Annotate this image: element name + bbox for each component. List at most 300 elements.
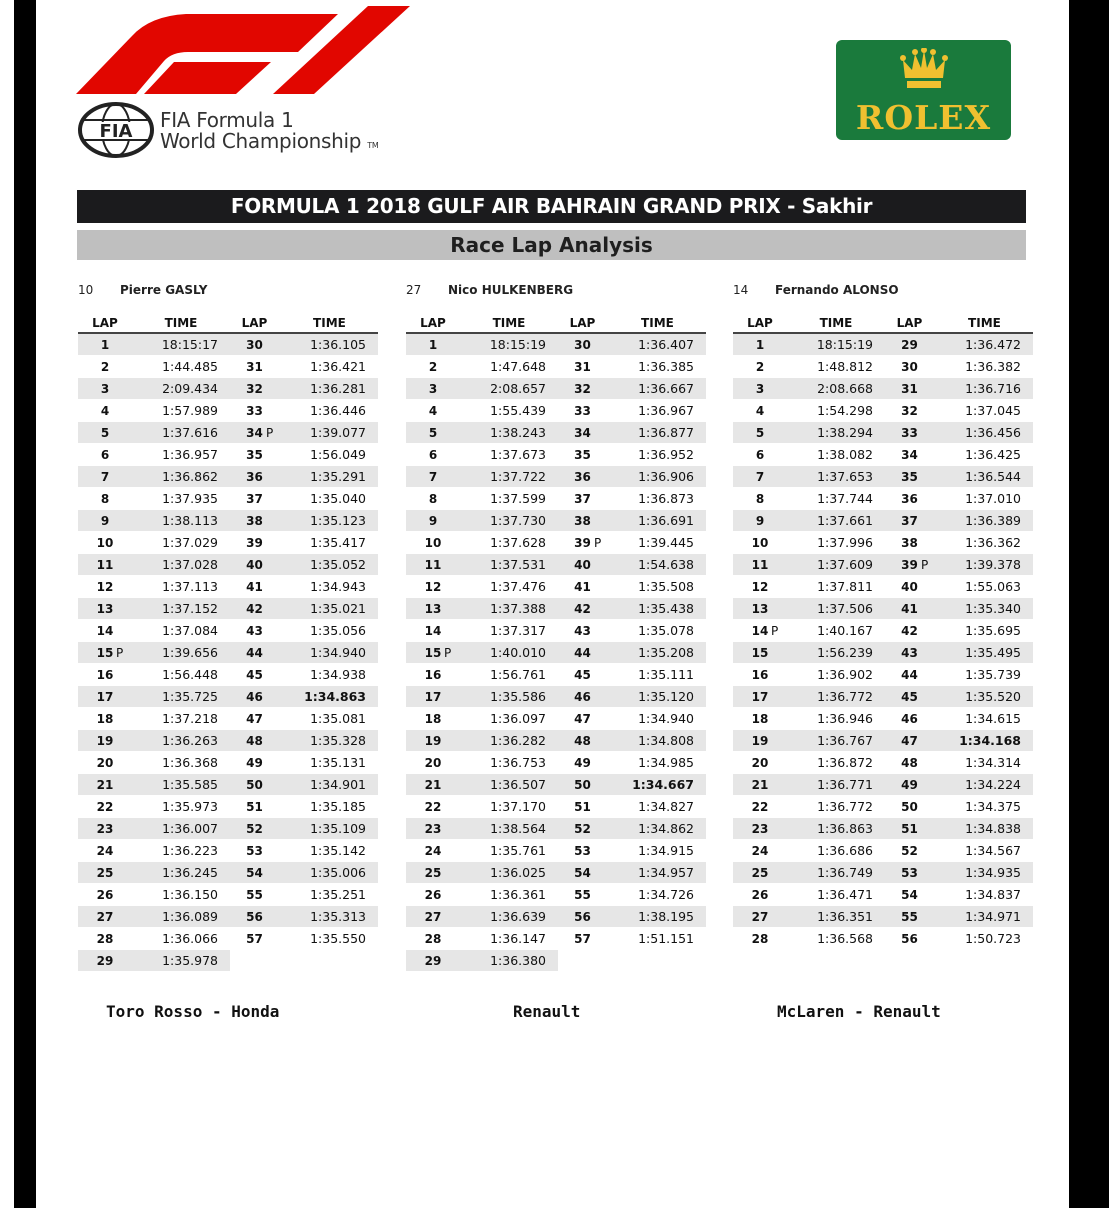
lap-number: 11 bbox=[733, 554, 787, 576]
rolex-wordmark: ROLEX bbox=[855, 98, 992, 137]
table-row bbox=[78, 532, 230, 554]
lap-table bbox=[228, 313, 378, 950]
lap-number: 51 bbox=[228, 796, 281, 818]
lap-number: 13 bbox=[406, 598, 460, 620]
lap-number: 25 bbox=[733, 862, 787, 884]
lap-time: 1:36.362 bbox=[936, 532, 1033, 554]
lap-number: 23 bbox=[733, 818, 787, 840]
lap-number: 7 bbox=[406, 466, 460, 488]
table-row bbox=[556, 730, 706, 752]
lap-number: 20 bbox=[406, 752, 460, 774]
lap-number: 26 bbox=[406, 884, 460, 906]
lap-time: 1:34.940 bbox=[281, 642, 378, 664]
lap-table bbox=[78, 313, 230, 972]
report-subtitle: Race Lap Analysis bbox=[77, 230, 1026, 260]
lap-number: 15 P bbox=[406, 642, 460, 664]
lap-time: 1:36.667 bbox=[609, 378, 706, 400]
lap-time: 1:34.935 bbox=[936, 862, 1033, 884]
lap-number: 5 bbox=[406, 422, 460, 444]
lap-number: 3 bbox=[406, 378, 460, 400]
lap-time: 1:38.564 bbox=[460, 818, 558, 840]
lap-time: 2:08.668 bbox=[787, 378, 885, 400]
table-row bbox=[228, 686, 378, 708]
lap-time: 1:35.185 bbox=[281, 796, 378, 818]
lap-time: 1:50.723 bbox=[936, 928, 1033, 950]
table-row bbox=[733, 840, 885, 862]
lap-number: 45 bbox=[883, 686, 936, 708]
lap-number: 45 bbox=[228, 664, 281, 686]
table-row bbox=[733, 444, 885, 466]
lap-number: 28 bbox=[406, 928, 460, 950]
lap-time: 1:36.772 bbox=[787, 796, 885, 818]
table-row bbox=[733, 598, 885, 620]
table-row bbox=[406, 334, 558, 356]
lap-time: 1:55.439 bbox=[460, 400, 558, 422]
table-row bbox=[228, 928, 378, 950]
lap-time: 1:56.049 bbox=[281, 444, 378, 466]
lap-time: 1:34.938 bbox=[281, 664, 378, 686]
lap-time: 1:37.388 bbox=[460, 598, 558, 620]
table-row bbox=[78, 400, 230, 422]
lap-time: 1:34.567 bbox=[936, 840, 1033, 862]
time-column-header: TIME bbox=[787, 313, 885, 334]
table-row bbox=[556, 862, 706, 884]
lap-time: 1:36.877 bbox=[609, 422, 706, 444]
table-row bbox=[883, 444, 1033, 466]
lap-time: 1:36.025 bbox=[460, 862, 558, 884]
lap-number: 6 bbox=[733, 444, 787, 466]
lap-number: 29 bbox=[883, 334, 936, 356]
table-row bbox=[78, 752, 230, 774]
table-row bbox=[78, 488, 230, 510]
lap-time: 1:35.495 bbox=[936, 642, 1033, 664]
lap-time: 1:38.195 bbox=[609, 906, 706, 928]
rolex-logo bbox=[836, 40, 1011, 140]
lap-time: 1:35.081 bbox=[281, 708, 378, 730]
table-row bbox=[556, 774, 706, 796]
table-row bbox=[78, 598, 230, 620]
lap-number: 57 bbox=[556, 928, 609, 950]
lap-number: 9 bbox=[78, 510, 132, 532]
lap-time: 1:35.340 bbox=[936, 598, 1033, 620]
lap-number: 27 bbox=[733, 906, 787, 928]
table-row bbox=[78, 950, 230, 972]
lap-time: 1:39.656 bbox=[132, 642, 230, 664]
table-row bbox=[733, 532, 885, 554]
table-row bbox=[883, 796, 1033, 818]
lap-time: 1:36.568 bbox=[787, 928, 885, 950]
table-row bbox=[406, 796, 558, 818]
lap-number: 32 bbox=[556, 378, 609, 400]
table-row bbox=[406, 730, 558, 752]
table-row bbox=[228, 378, 378, 400]
lap-time: 1:35.056 bbox=[281, 620, 378, 642]
lap-time: 1:36.639 bbox=[460, 906, 558, 928]
table-row bbox=[556, 400, 706, 422]
pit-stop-marker: P bbox=[594, 535, 602, 550]
table-row bbox=[406, 620, 558, 642]
lap-time: 1:35.739 bbox=[936, 664, 1033, 686]
car-number: 27 bbox=[406, 283, 422, 297]
lap-number: 37 bbox=[556, 488, 609, 510]
document-page bbox=[36, 0, 1069, 1208]
lap-number: 16 bbox=[733, 664, 787, 686]
lap-time: 1:54.298 bbox=[787, 400, 885, 422]
lap-time: 1:34.375 bbox=[936, 796, 1033, 818]
table-row bbox=[883, 466, 1033, 488]
table-row bbox=[733, 928, 885, 950]
lap-number: 8 bbox=[406, 488, 460, 510]
table-row bbox=[883, 752, 1033, 774]
lap-time: 1:35.328 bbox=[281, 730, 378, 752]
table-row bbox=[556, 510, 706, 532]
lap-number: 12 bbox=[78, 576, 132, 598]
table-row bbox=[228, 796, 378, 818]
lap-number: 19 bbox=[406, 730, 460, 752]
table-row bbox=[406, 862, 558, 884]
table-row bbox=[228, 642, 378, 664]
lap-time: 1:35.520 bbox=[936, 686, 1033, 708]
lap-number: 11 bbox=[78, 554, 132, 576]
lap-number: 17 bbox=[78, 686, 132, 708]
lap-number: 27 bbox=[78, 906, 132, 928]
lap-number: 42 bbox=[556, 598, 609, 620]
table-row bbox=[228, 510, 378, 532]
table-row bbox=[556, 378, 706, 400]
lap-number: 43 bbox=[883, 642, 936, 664]
fia-globe-icon bbox=[78, 102, 154, 158]
lap-number: 13 bbox=[78, 598, 132, 620]
lap-time: 1:36.407 bbox=[609, 334, 706, 356]
lap-number: 52 bbox=[228, 818, 281, 840]
lap-number: 19 bbox=[78, 730, 132, 752]
table-row bbox=[883, 510, 1033, 532]
lap-number: 36 bbox=[883, 488, 936, 510]
lap-number: 47 bbox=[556, 708, 609, 730]
lap-number: 37 bbox=[228, 488, 281, 510]
lap-time: 1:36.967 bbox=[609, 400, 706, 422]
lap-number: 55 bbox=[228, 884, 281, 906]
lap-number: 16 bbox=[78, 664, 132, 686]
lap-time: 1:36.282 bbox=[460, 730, 558, 752]
table-row bbox=[406, 554, 558, 576]
lap-time: 1:35.111 bbox=[609, 664, 706, 686]
table-row bbox=[228, 554, 378, 576]
lap-number: 4 bbox=[733, 400, 787, 422]
lap-time: 1:39.077 bbox=[281, 422, 378, 444]
lap-time: 1:35.052 bbox=[281, 554, 378, 576]
table-row bbox=[883, 774, 1033, 796]
lap-time: 1:36.456 bbox=[936, 422, 1033, 444]
lap-number: 44 bbox=[228, 642, 281, 664]
lap-number: 25 bbox=[406, 862, 460, 884]
table-row bbox=[78, 884, 230, 906]
lap-number: 31 bbox=[883, 378, 936, 400]
table-row bbox=[406, 774, 558, 796]
lap-time: 1:35.120 bbox=[609, 686, 706, 708]
lap-time: 1:38.082 bbox=[787, 444, 885, 466]
table-row bbox=[883, 356, 1033, 378]
lap-number: 2 bbox=[733, 356, 787, 378]
lap-number: 3 bbox=[78, 378, 132, 400]
lap-time: 1:36.389 bbox=[936, 510, 1033, 532]
lap-number: 25 bbox=[78, 862, 132, 884]
lap-time: 1:35.586 bbox=[460, 686, 558, 708]
lap-time: 1:34.224 bbox=[936, 774, 1033, 796]
lap-number: 42 bbox=[228, 598, 281, 620]
lap-number: 22 bbox=[733, 796, 787, 818]
pit-stop-marker: P bbox=[921, 557, 929, 572]
lap-time: 1:35.725 bbox=[132, 686, 230, 708]
table-row bbox=[78, 928, 230, 950]
table-row bbox=[228, 488, 378, 510]
lap-time: 1:36.066 bbox=[132, 928, 230, 950]
lap-number: 39 P bbox=[556, 532, 609, 554]
table-row bbox=[228, 664, 378, 686]
lap-time: 1:37.661 bbox=[787, 510, 885, 532]
lap-number: 1 bbox=[406, 334, 460, 356]
table-row bbox=[228, 422, 378, 444]
table-row bbox=[883, 334, 1033, 356]
lap-time: 1:36.382 bbox=[936, 356, 1033, 378]
page-edge bbox=[0, 0, 14, 1208]
table-row bbox=[406, 642, 558, 664]
table-row bbox=[556, 884, 706, 906]
lap-column-header: LAP bbox=[228, 313, 281, 334]
lap-time: 1:38.294 bbox=[787, 422, 885, 444]
lap-time: 1:37.628 bbox=[460, 532, 558, 554]
lap-time: 1:36.906 bbox=[609, 466, 706, 488]
lap-number: 56 bbox=[228, 906, 281, 928]
lap-time: 1:37.722 bbox=[460, 466, 558, 488]
lap-number: 18 bbox=[78, 708, 132, 730]
lap-number: 24 bbox=[733, 840, 787, 862]
lap-time: 1:34.808 bbox=[609, 730, 706, 752]
lap-number: 31 bbox=[556, 356, 609, 378]
lap-number: 11 bbox=[406, 554, 460, 576]
lap-time: 1:35.291 bbox=[281, 466, 378, 488]
fia-badge-text: FIA bbox=[99, 121, 133, 142]
lap-number: 10 bbox=[406, 532, 460, 554]
lap-number: 20 bbox=[78, 752, 132, 774]
lap-time: 1:35.040 bbox=[281, 488, 378, 510]
lap-number: 26 bbox=[733, 884, 787, 906]
table-row bbox=[883, 378, 1033, 400]
table-row bbox=[228, 532, 378, 554]
lap-number: 5 bbox=[733, 422, 787, 444]
f1-logo bbox=[76, 6, 411, 96]
lap-time: 1:36.872 bbox=[787, 752, 885, 774]
lap-number: 6 bbox=[406, 444, 460, 466]
pit-stop-marker: P bbox=[444, 645, 452, 660]
lap-table bbox=[733, 313, 885, 950]
lap-time: 1:37.811 bbox=[787, 576, 885, 598]
lap-time: 1:37.476 bbox=[460, 576, 558, 598]
lap-time: 1:40.167 bbox=[787, 620, 885, 642]
lap-time: 1:36.351 bbox=[787, 906, 885, 928]
lap-time: 18:15:19 bbox=[460, 334, 558, 356]
table-row bbox=[406, 664, 558, 686]
table-row bbox=[78, 642, 230, 664]
driver-name: Pierre GASLY bbox=[120, 283, 208, 297]
lap-column-header: LAP bbox=[78, 313, 132, 334]
table-row bbox=[406, 708, 558, 730]
lap-time: 1:39.378 bbox=[936, 554, 1033, 576]
lap-time: 1:36.385 bbox=[609, 356, 706, 378]
lap-number: 43 bbox=[228, 620, 281, 642]
lap-number: 38 bbox=[228, 510, 281, 532]
lap-number: 29 bbox=[78, 950, 132, 972]
fia-title bbox=[160, 110, 378, 156]
lap-time: 1:35.978 bbox=[132, 950, 230, 972]
lap-number: 45 bbox=[556, 664, 609, 686]
table-row bbox=[228, 708, 378, 730]
lap-time: 1:36.507 bbox=[460, 774, 558, 796]
lap-time: 1:37.028 bbox=[132, 554, 230, 576]
lap-time: 1:37.730 bbox=[460, 510, 558, 532]
lap-number: 17 bbox=[406, 686, 460, 708]
lap-time: 1:37.084 bbox=[132, 620, 230, 642]
lap-time: 1:36.902 bbox=[787, 664, 885, 686]
table-row bbox=[406, 598, 558, 620]
lap-time: 1:37.506 bbox=[787, 598, 885, 620]
lap-number: 33 bbox=[228, 400, 281, 422]
lap-number: 41 bbox=[228, 576, 281, 598]
lap-number: 54 bbox=[556, 862, 609, 884]
lap-time: 1:35.078 bbox=[609, 620, 706, 642]
table-row bbox=[228, 576, 378, 598]
lap-time: 1:38.243 bbox=[460, 422, 558, 444]
lap-number: 16 bbox=[406, 664, 460, 686]
table-row bbox=[228, 752, 378, 774]
lap-time: 1:36.446 bbox=[281, 400, 378, 422]
table-row bbox=[228, 620, 378, 642]
lap-time: 1:37.045 bbox=[936, 400, 1033, 422]
table-row bbox=[78, 554, 230, 576]
lap-time: 1:36.223 bbox=[132, 840, 230, 862]
table-row bbox=[228, 906, 378, 928]
lap-time: 1:36.873 bbox=[609, 488, 706, 510]
table-row bbox=[406, 686, 558, 708]
lap-number: 32 bbox=[228, 378, 281, 400]
lap-time: 1:36.686 bbox=[787, 840, 885, 862]
lap-number: 50 bbox=[556, 774, 609, 796]
lap-time: 1:35.251 bbox=[281, 884, 378, 906]
lap-table bbox=[406, 313, 558, 972]
time-column-header: TIME bbox=[936, 313, 1033, 334]
lap-time: 1:36.691 bbox=[609, 510, 706, 532]
lap-number: 34 bbox=[556, 422, 609, 444]
lap-number: 38 bbox=[883, 532, 936, 554]
table-row bbox=[733, 906, 885, 928]
lap-time: 1:37.170 bbox=[460, 796, 558, 818]
lap-time: 1:36.263 bbox=[132, 730, 230, 752]
table-row bbox=[556, 422, 706, 444]
lap-number: 12 bbox=[733, 576, 787, 598]
table-row bbox=[733, 686, 885, 708]
lap-number: 9 bbox=[406, 510, 460, 532]
table-row bbox=[733, 752, 885, 774]
lap-time: 1:37.029 bbox=[132, 532, 230, 554]
table-row bbox=[883, 818, 1033, 840]
table-row bbox=[406, 422, 558, 444]
table-row bbox=[78, 840, 230, 862]
lap-number: 42 bbox=[883, 620, 936, 642]
table-row bbox=[228, 840, 378, 862]
table-row bbox=[406, 576, 558, 598]
table-row bbox=[556, 466, 706, 488]
table-row bbox=[406, 840, 558, 862]
lap-number: 5 bbox=[78, 422, 132, 444]
lap-number: 48 bbox=[556, 730, 609, 752]
table-row bbox=[406, 356, 558, 378]
lap-time: 1:36.421 bbox=[281, 356, 378, 378]
time-column-header: TIME bbox=[460, 313, 558, 334]
lap-time: 2:09.434 bbox=[132, 378, 230, 400]
lap-number: 46 bbox=[556, 686, 609, 708]
lap-number: 46 bbox=[883, 708, 936, 730]
lap-time: 1:34.615 bbox=[936, 708, 1033, 730]
lap-time: 1:56.239 bbox=[787, 642, 885, 664]
lap-number: 50 bbox=[228, 774, 281, 796]
lap-number: 18 bbox=[406, 708, 460, 730]
lap-number: 4 bbox=[78, 400, 132, 422]
lap-number: 17 bbox=[733, 686, 787, 708]
table-row bbox=[883, 532, 1033, 554]
lap-time: 1:34.943 bbox=[281, 576, 378, 598]
table-row bbox=[733, 378, 885, 400]
lap-number: 53 bbox=[228, 840, 281, 862]
lap-number: 18 bbox=[733, 708, 787, 730]
table-row bbox=[406, 510, 558, 532]
lap-number: 41 bbox=[883, 598, 936, 620]
lap-time: 1:35.123 bbox=[281, 510, 378, 532]
lap-time: 1:34.827 bbox=[609, 796, 706, 818]
lap-time: 1:37.744 bbox=[787, 488, 885, 510]
lap-time: 1:51.151 bbox=[609, 928, 706, 950]
lap-number: 32 bbox=[883, 400, 936, 422]
table-row bbox=[78, 862, 230, 884]
table-row bbox=[78, 510, 230, 532]
pit-stop-marker: P bbox=[116, 645, 124, 660]
lap-number: 41 bbox=[556, 576, 609, 598]
lap-time: 1:36.862 bbox=[132, 466, 230, 488]
lap-time: 1:34.957 bbox=[609, 862, 706, 884]
lap-number: 50 bbox=[883, 796, 936, 818]
lap-number: 55 bbox=[883, 906, 936, 928]
lap-time: 1:35.109 bbox=[281, 818, 378, 840]
team-name: Toro Rosso - Honda bbox=[106, 1002, 280, 1021]
lap-time: 1:35.006 bbox=[281, 862, 378, 884]
pit-stop-marker: P bbox=[771, 623, 779, 638]
table-row bbox=[733, 730, 885, 752]
lap-number: 35 bbox=[556, 444, 609, 466]
lap-time: 1:34.985 bbox=[609, 752, 706, 774]
lap-number: 28 bbox=[78, 928, 132, 950]
table-row bbox=[556, 334, 706, 356]
table-row bbox=[883, 620, 1033, 642]
lap-time: 1:37.010 bbox=[936, 488, 1033, 510]
lap-number: 24 bbox=[78, 840, 132, 862]
lap-number: 36 bbox=[556, 466, 609, 488]
table-row bbox=[228, 884, 378, 906]
race-title: FORMULA 1 2018 GULF AIR BAHRAIN GRAND PRIX - Sakhir bbox=[77, 190, 1026, 223]
lap-time: 1:56.448 bbox=[132, 664, 230, 686]
table-row bbox=[78, 686, 230, 708]
table-row bbox=[883, 862, 1033, 884]
lap-number: 27 bbox=[406, 906, 460, 928]
table-row bbox=[733, 334, 885, 356]
